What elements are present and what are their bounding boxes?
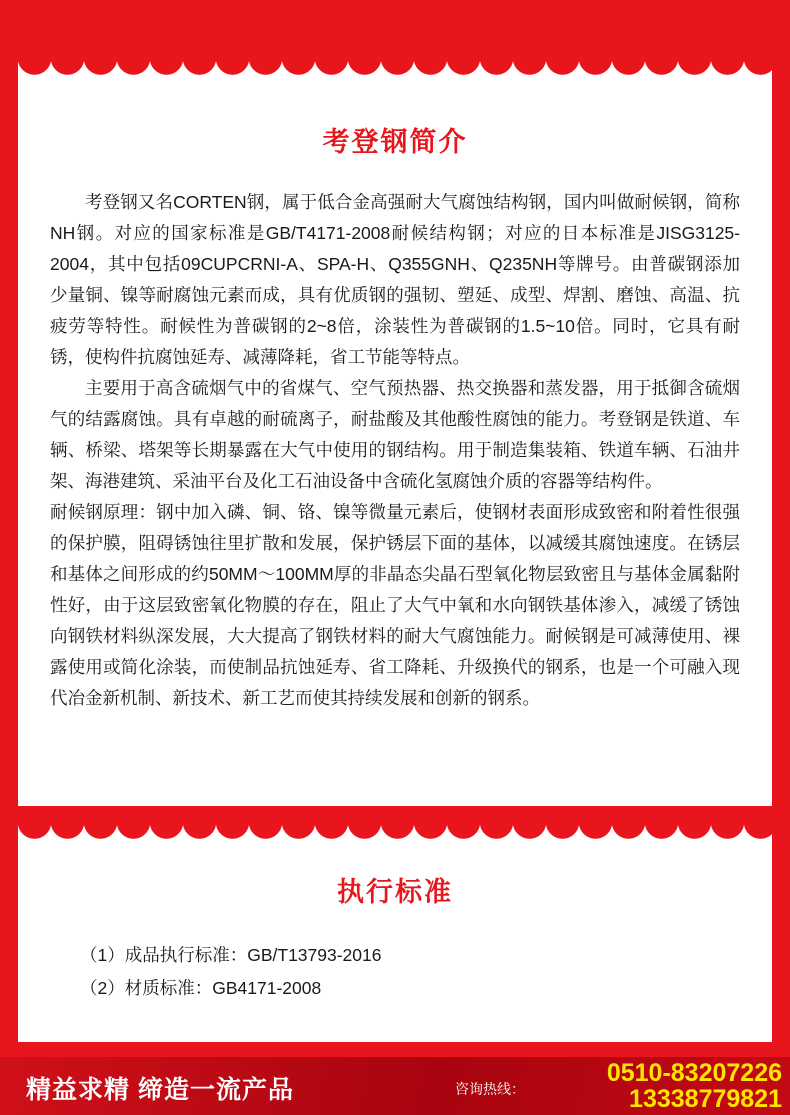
- intro-paragraph: 考登钢又名CORTEN钢，属于低合金高强耐大气腐蚀结构钢，国内叫做耐候钢，简称NH钢。对应的国家标准是GB/T4171-2008耐候结构钢；对应的日本标准是JISG3125-2004，其中包括09CUPCRNI-A、SPA-H、Q355GNH、Q235NH等牌号。由普碳钢添加少量铜、镍等耐腐蚀元素而成，具有优质钢的强韧、塑延、成型、焊割、磨蚀、高温、抗疲劳等特性。耐候性为普碳钢的2~8倍，涂装性为普碳钢的1.5~10倍。同时，它具有耐锈，使构件抗腐蚀延寿、减薄降耗，省工节能等特点。: [50, 192, 740, 367]
- list-item: （1）成品执行标准：GB/T13793-2016: [80, 945, 382, 965]
- standard-title: 执行标准: [337, 877, 453, 907]
- intro-card: [18, 58, 772, 806]
- scallop-edge-icon: [18, 58, 772, 92]
- hotline-label: 咨询热线：: [455, 1081, 525, 1097]
- scallop-edge-icon: [18, 822, 772, 856]
- phone-number-landline: 0510-83207226: [606, 1059, 782, 1087]
- intro-title: 考登钢简介: [322, 127, 468, 157]
- footer-bar: [0, 1057, 790, 1115]
- standard-list: [80, 939, 772, 1005]
- intro-paragraph: 主要用于高含硫烟气中的省煤气、空气预热器、热交换器和蒸发器，用于抵御含硫烟气的结露腐蚀。具有卓越的耐硫离子，耐盐酸及其他酸性腐蚀的能力。考登钢是铁道、车辆、桥梁、塔架等长期暴露在大气中使用的钢结构。用于制造集装箱、铁道车辆、石油井架、海港建筑、采油平台及化工石油设备中含硫化氢腐蚀介质的容器等结构件。: [50, 378, 740, 491]
- intro-paragraph: 耐候钢原理：钢中加入磷、铜、铬、镍等微量元素后，使钢材表面形成致密和附着性很强的保护膜，阻碍锈蚀往里扩散和发展，保护锈层下面的基体，以减缓其腐蚀速度。在锈层和基体之间形成的约50MM～100MM厚的非晶态尖晶石型氧化物层致密且与基体金属黏附性好，由于这层致密氧化物膜的存在，阻止了大气中氧和水向钢铁基体渗入，减缓了锈蚀向钢铁材料纵深发展，大大提高了钢铁材料的耐大气腐蚀能力。耐候钢是可减薄使用、裸露使用或简化涂装，而使制品抗蚀延寿、省工降耗、升级换代的钢系，也是一个可融入现代冶金新机制、新技术、新工艺而使其持续发展和创新的钢系。: [50, 502, 740, 708]
- intro-body: [50, 187, 740, 714]
- footer-slogan: 精益求精 缔造一流产品: [26, 1076, 294, 1104]
- standard-card: [18, 822, 772, 1042]
- hotline-numbers: [607, 1060, 782, 1112]
- phone-number-mobile: 13338779821: [629, 1085, 782, 1113]
- list-item: （2）材质标准：GB4171-2008: [80, 978, 322, 998]
